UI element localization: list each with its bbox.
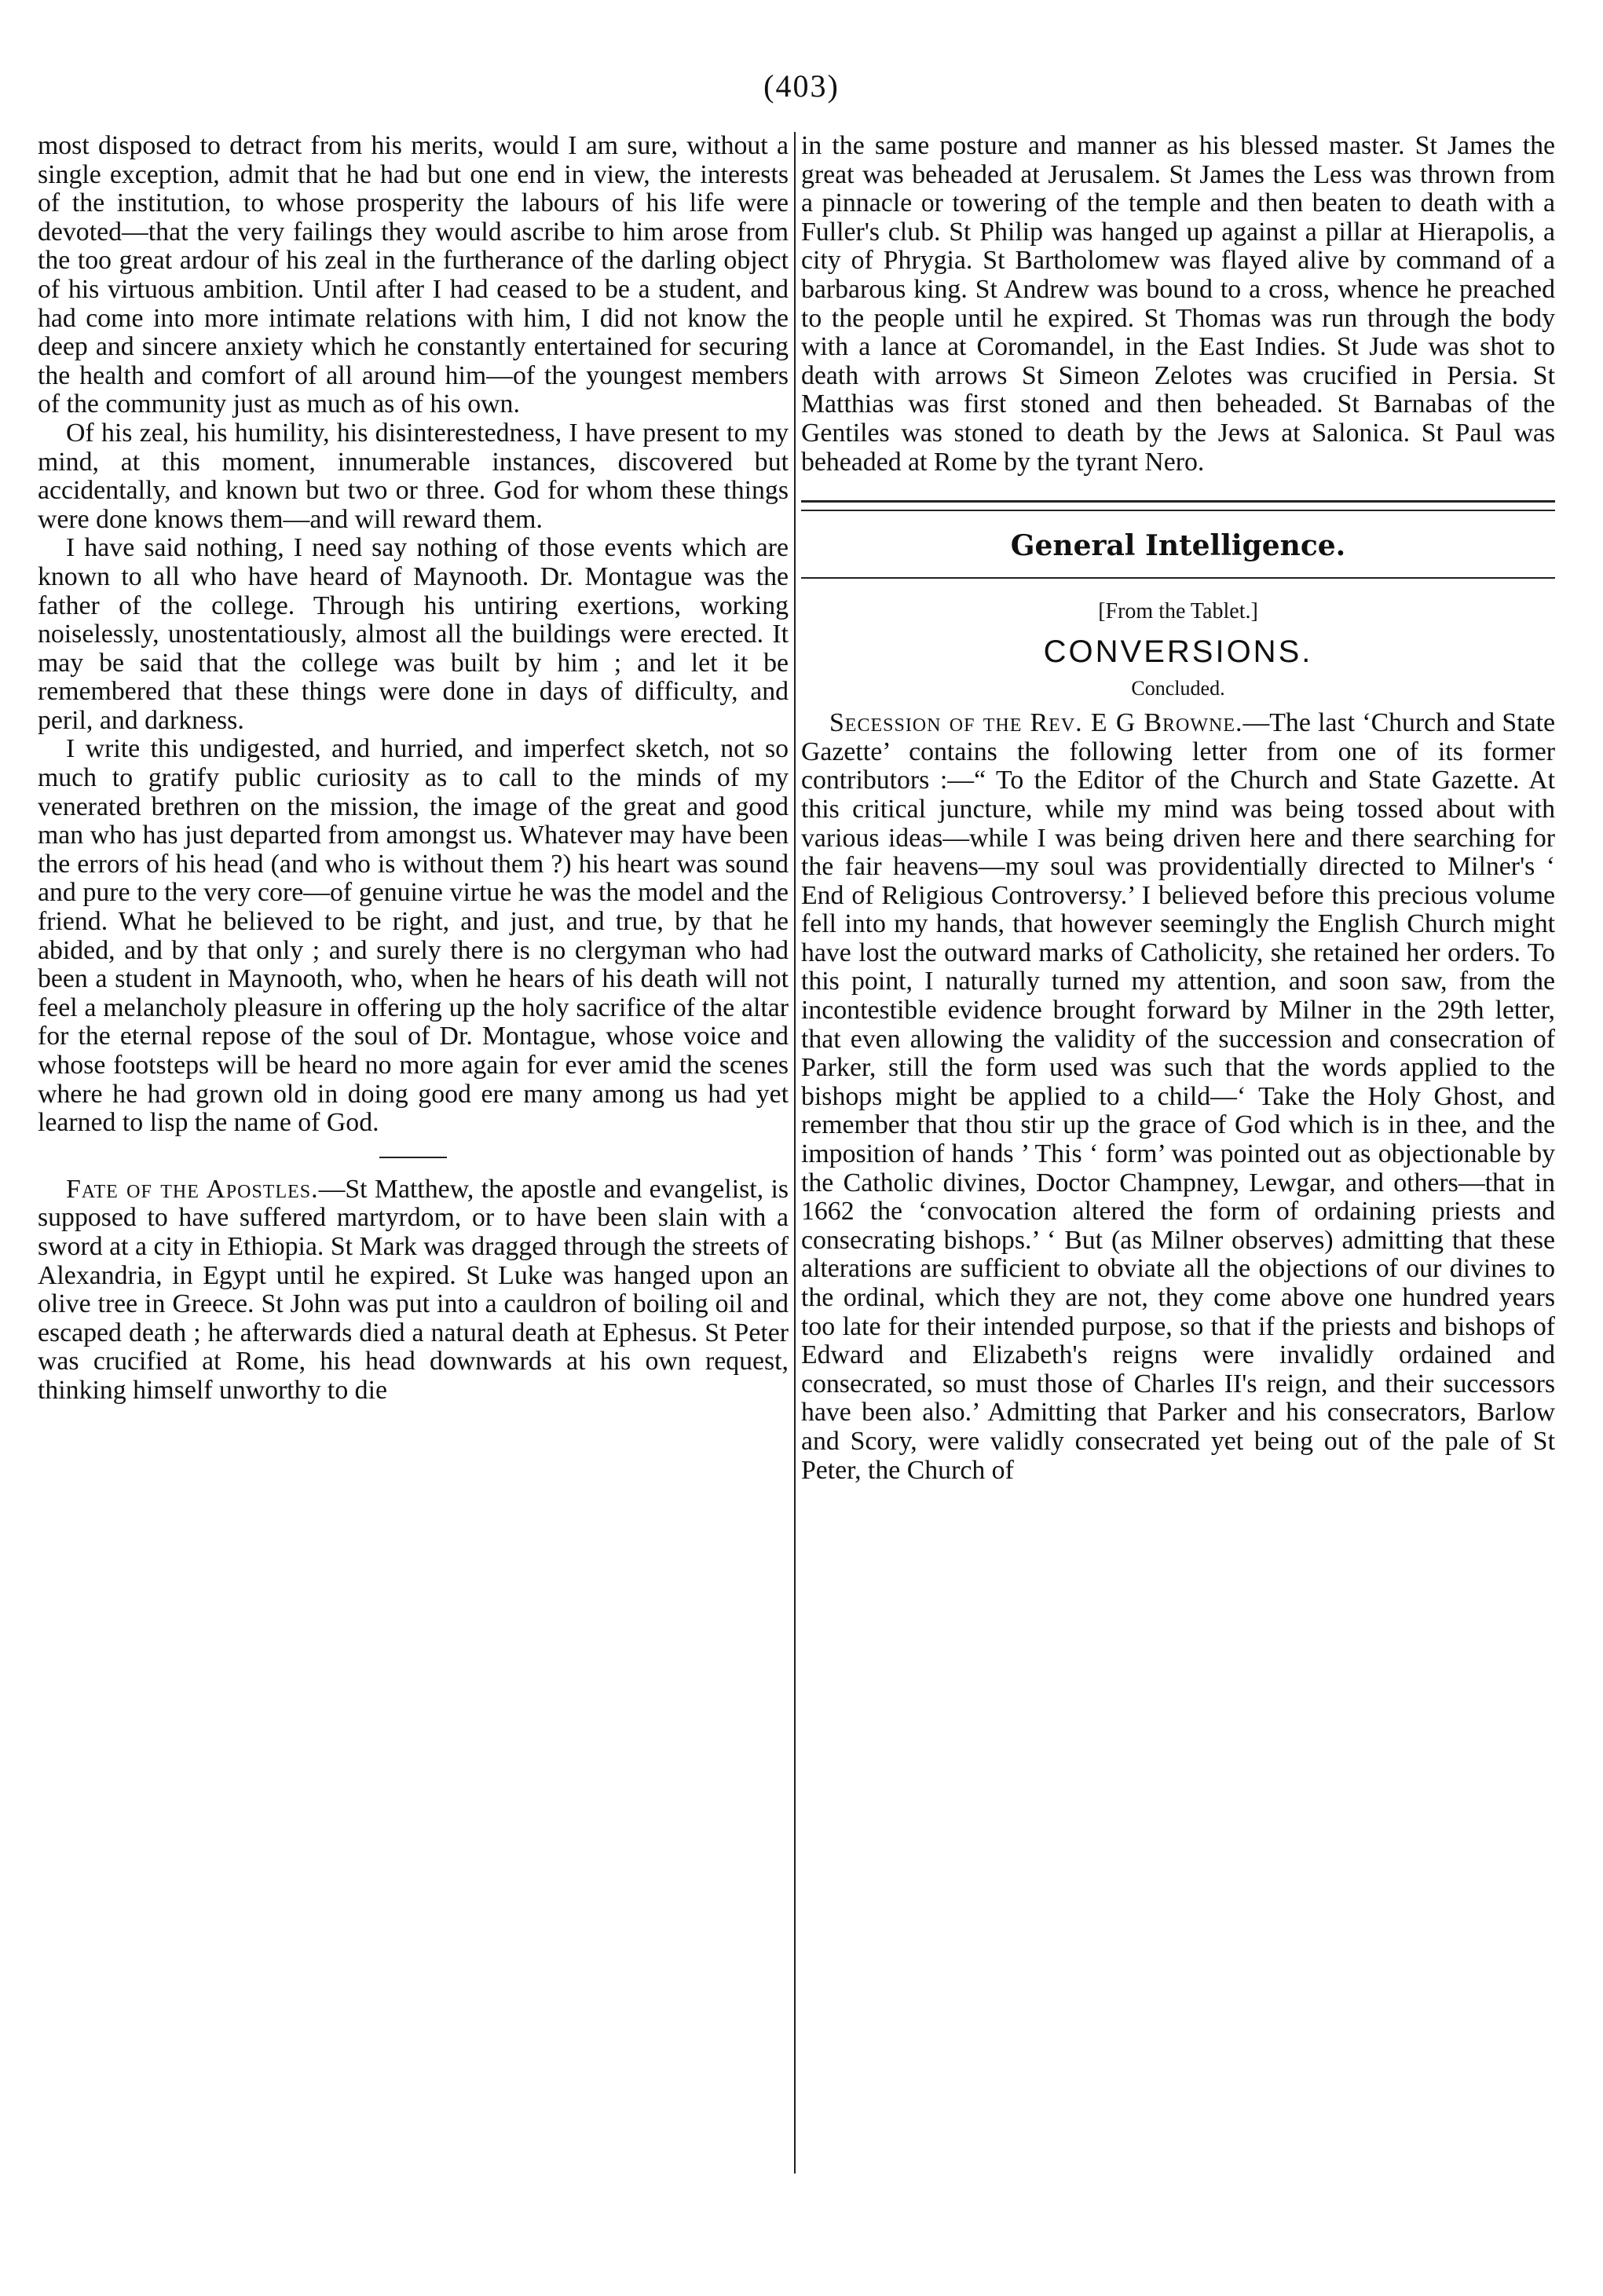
secession-paragraph	[801, 709, 1555, 1485]
article-subtitle: Concluded.	[1131, 677, 1225, 700]
section-rule	[801, 577, 1555, 579]
montague-paragraph-3: I have said nothing, I need say nothing of those events which are known to all who have heard of Maynooth. Dr. Montague was the father of the college. Through his untiring exertions, working noiselessly, unostentatiously, almost all the buildings were erected. It may be said that the college was built by him ; and let it be remembered that these things were done in days of difficulty, and peril, and darkness.	[38, 533, 789, 735]
page-number: (403)	[763, 68, 840, 104]
apostles-text: —St Matthew, the apostle and evangelist, is supposed to have suffered martyrdom, or to have been slain with a sword at a city in Ethiopia. St Mark was dragged through the streets of Alexandria, in Egypt until he expired. St Luke was hanged upon an olive tree in Greece. St John was put into a cauldron of boiling oil and escaped death ; he afterwards died a natural death at Ephesus. St Peter was crucified at Rome, his head downwards at his own request, thinking himself unworthy to die	[38, 1174, 789, 1405]
secession-heading: Secession of the Rev. E G Browne.	[829, 708, 1243, 738]
section-double-rule	[801, 500, 1555, 511]
apostles-heading: Fate of the Apostles.	[66, 1174, 319, 1204]
article-source: [From the Tablet.]	[1098, 599, 1258, 624]
montague-paragraph-4: I write this undigested, and hurried, and imperfect sketch, not so much to gratify public curiosity as to call to the minds of my venerated brethren on the mission, the image of the great and good man who has just departed from amongst us. Whatever may have been the errors of his head (and who is without them ?) his heart was sound and pure to the very core—of genuine virtue he was the model and the friend. What he believed to be right, and just, and true, by that he abided, and by that only ; and surely there is no clergyman who had been a student in Maynooth, who, when he hears of his death will not feel a melancholy pleasure in offering up the holy sacrifice of the altar for the eternal repose of the soul of Dr. Montague, whose voice and whose footsteps will be heard no more again for ever amid the scenes where he had grown old in doing good ere many among us had yet learned to lisp the name of God.	[38, 734, 789, 1138]
article-title: CONVERSIONS.	[1043, 634, 1313, 670]
montague-paragraph-1: most disposed to detract from his merits, would I am sure, without a single exception, admit that he had but one end in view, the interests of the institution, to whose prosperity the labours of his life were devoted—that the very failings they would ascribe to him arose from the too great ardour of his zeal in the furtherance of the darling object of his virtuous ambition. Until after I had ceased to be a student, and had come into more intimate relations with him, I did not know the deep and sincere anxiety which he constantly entertained for securing the health and comfort of all around him—of the youngest members of the community just as much as of his own.	[38, 131, 789, 419]
section-heading: General Intelligence.	[1010, 529, 1346, 563]
apostles-paragraph	[38, 1175, 789, 1406]
right-column	[801, 132, 1555, 1485]
article-separator	[379, 1157, 447, 1158]
column-divider	[794, 132, 796, 2174]
montague-paragraph-2: Of his zeal, his humility, his disinterestedness, I have present to my mind, at this moment, innumerable instances, discovered but accidentally, and known but two or three. God for whom these things were done knows them—and will reward them.	[38, 418, 789, 534]
secession-text: —The last ‘Church and State Gazette’ contains the following letter from one of its former contributors :—“ To the Editor of the Church and State Gazette. At this critical juncture, while my mind was being tossed about with various ideas—while I was being driven here and there searching for the fair heavens—my soul was providentially directed to Milner's ‘ End of Religious Controversy.’ I believed before this precious volume fell into my hands, that however seemingly the English Church might have lost the outward marks of Catholicity, she retained her orders. To this point, I naturally turned my attention, and soon saw, from the incontestible evidence brought forward by Milner in the 29th letter, that even allowing the validity of the succession and consecration of Parker, still the form used was such that the words applied to the bishops might be applied to a child—‘ Take the Holy Ghost, and remember that thou stir up the grace of God which is in thee, and the imposition of hands ’ This ‘ form’ was pointed out as objectionable by the Catholic divines, Doctor Champney, Lewgar, and others—that in 1662 the ‘convocation altered the form of ordaining priests and consecrating bishops.’ ‘ But (as Milner observes) admitting that these alterations are sufficient to obviate all the objections of our divines to the ordinal, which they are not, they come above one hundred years too late for their intended purpose, so that if the priests and bishops of Edward and Elizabeth's reigns were invalidly ordained and consecrated, so must those of Charles II's reign, and their successors have been also.’ Admitting that Parker and his consecrators, Barlow and Scory, were validly consecrated yet being out of the pale of St Peter, the Church of	[801, 708, 1555, 1485]
left-column	[38, 132, 789, 1406]
apostles-continued: in the same posture and manner as his blessed master. St James the great was beheaded at Jerusalem. St James the Less was thrown from a pinnacle or towering of the temple and then beaten to death with a Fuller's club. St Philip was hanged up against a pillar at Hierapolis, a city of Phrygia. St Bartholomew was flayed alive by command of a barbarous king. St Andrew was bound to a cross, whence he preached to the people until he expired. St Thomas was run through the body with a lance at Coromandel, in the East Indies. St Jude was shot to death with arrows St Simeon Zelotes was crucified in Persia. St Matthias was first stoned and then beheaded. St Barnabas of the Gentiles was stoned to death by the Jews at Salonica. St Paul was beheaded at Rome by the tyrant Nero.	[801, 131, 1555, 477]
